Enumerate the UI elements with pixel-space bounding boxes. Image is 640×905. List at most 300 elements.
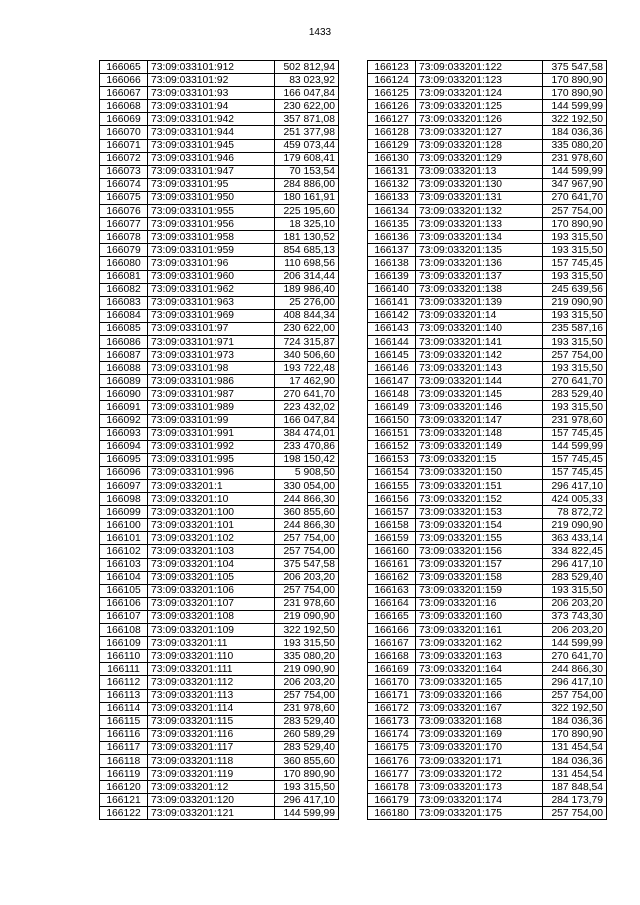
cadastral-value-cell: 223 432,02 [275,401,339,414]
row-number-cell: 166086 [100,335,148,348]
cadastral-value-cell: 257 754,00 [275,532,339,545]
table-row [368,466,607,479]
row-number-cell: 166085 [100,322,148,335]
cadastral-value-cell: 322 192,50 [275,624,339,637]
cadastral-value-cell: 144 599,99 [543,637,607,650]
cadastral-number-cell: 73:09:033201:142 [416,349,543,362]
cadastral-value-cell: 170 890,90 [543,218,607,231]
row-number-cell: 166090 [100,388,148,401]
cadastral-value-cell: 206 203,20 [543,624,607,637]
table-row [368,322,607,335]
cadastral-number-cell: 73:09:033101:996 [148,466,275,479]
cadastral-number-cell: 73:09:033201:173 [416,781,543,794]
cadastral-value-cell: 219 090,90 [543,519,607,532]
row-number-cell: 166127 [368,113,416,126]
cadastral-number-cell: 73:09:033101:971 [148,335,275,348]
table-row [368,335,607,348]
table-row [100,244,339,257]
cadastral-number-cell: 73:09:033201:125 [416,100,543,113]
cadastral-value-cell: 70 153,54 [275,165,339,178]
row-number-cell: 166113 [100,689,148,702]
cadastral-number-cell: 73:09:033201:131 [416,191,543,204]
table-row [100,493,339,506]
table-row [368,74,607,87]
cadastral-value-cell: 257 754,00 [543,349,607,362]
cadastral-value-cell: 157 745,45 [543,453,607,466]
register-table-right-body [368,61,607,820]
row-number-cell: 166170 [368,676,416,689]
table-row [100,584,339,597]
cadastral-value-cell: 373 743,30 [543,610,607,623]
table-row [368,270,607,283]
cadastral-value-cell: 170 890,90 [543,728,607,741]
row-number-cell: 166136 [368,231,416,244]
cadastral-number-cell: 73:09:033201:145 [416,388,543,401]
cadastral-value-cell: 257 754,00 [275,545,339,558]
cadastral-value-cell: 245 639,56 [543,283,607,296]
row-number-cell: 166128 [368,126,416,139]
row-number-cell: 166175 [368,741,416,754]
cadastral-value-cell: 144 599,99 [543,100,607,113]
cadastral-number-cell: 73:09:033101:942 [148,113,275,126]
row-number-cell: 166135 [368,218,416,231]
cadastral-value-cell: 251 377,98 [275,126,339,139]
table-row [100,349,339,362]
cadastral-number-cell: 73:09:033201:101 [148,519,275,532]
table-row [100,178,339,191]
cadastral-value-cell: 193 315,50 [543,401,607,414]
cadastral-value-cell: 724 315,87 [275,335,339,348]
cadastral-number-cell: 73:09:033201:155 [416,532,543,545]
cadastral-value-cell: 296 417,10 [275,794,339,807]
cadastral-number-cell: 73:09:033201:119 [148,768,275,781]
table-row [368,191,607,204]
cadastral-number-cell: 73:09:033101:956 [148,218,275,231]
table-row [368,545,607,558]
cadastral-number-cell: 73:09:033101:944 [148,126,275,139]
row-number-cell: 166102 [100,545,148,558]
table-row [368,768,607,781]
table-row [100,728,339,741]
row-number-cell: 166165 [368,610,416,623]
cadastral-value-cell: 193 315,50 [543,270,607,283]
cadastral-value-cell: 193 315,50 [275,637,339,650]
table-row [368,309,607,322]
table-row [368,610,607,623]
table-row [368,100,607,113]
cadastral-value-cell: 375 547,58 [275,558,339,571]
cadastral-value-cell: 357 871,08 [275,113,339,126]
row-number-cell: 166153 [368,453,416,466]
table-row [368,506,607,519]
cadastral-value-cell: 296 417,10 [543,480,607,493]
cadastral-number-cell: 73:09:033201:11 [148,637,275,650]
row-number-cell: 166073 [100,165,148,178]
row-number-cell: 166179 [368,794,416,807]
table-row [368,218,607,231]
table-row [100,519,339,532]
row-number-cell: 166124 [368,74,416,87]
table-row [100,637,339,650]
cadastral-number-cell: 73:09:033201:10 [148,493,275,506]
row-number-cell: 166158 [368,519,416,532]
cadastral-value-cell: 193 315,50 [543,335,607,348]
cadastral-number-cell: 73:09:033201:16 [416,597,543,610]
row-number-cell: 166167 [368,637,416,650]
cadastral-number-cell: 73:09:033201:105 [148,571,275,584]
cadastral-number-cell: 73:09:033201:14 [416,309,543,322]
table-row [100,231,339,244]
cadastral-number-cell: 73:09:033201:164 [416,663,543,676]
cadastral-value-cell: 157 745,45 [543,466,607,479]
cadastral-number-cell: 73:09:033201:128 [416,139,543,152]
row-number-cell: 166130 [368,152,416,165]
cadastral-number-cell: 73:09:033201:126 [416,113,543,126]
row-number-cell: 166164 [368,597,416,610]
row-number-cell: 166123 [368,61,416,74]
row-number-cell: 166126 [368,100,416,113]
row-number-cell: 166083 [100,296,148,309]
cadastral-number-cell: 73:09:033101:94 [148,100,275,113]
row-number-cell: 166089 [100,375,148,388]
table-row [100,74,339,87]
table-row [368,689,607,702]
table-row [100,296,339,309]
row-number-cell: 166140 [368,283,416,296]
cadastral-number-cell: 73:09:033201:113 [148,689,275,702]
row-number-cell: 166107 [100,610,148,623]
cadastral-value-cell: 17 462,90 [275,375,339,388]
cadastral-value-cell: 244 866,30 [275,493,339,506]
cadastral-number-cell: 73:09:033201:143 [416,362,543,375]
cadastral-number-cell: 73:09:033101:947 [148,165,275,178]
table-row [368,244,607,257]
cadastral-number-cell: 73:09:033101:989 [148,401,275,414]
cadastral-number-cell: 73:09:033201:149 [416,440,543,453]
cadastral-number-cell: 73:09:033201:115 [148,715,275,728]
row-number-cell: 166099 [100,506,148,519]
cadastral-number-cell: 73:09:033201:124 [416,87,543,100]
table-row [100,597,339,610]
table-row [368,152,607,165]
table-row [368,741,607,754]
row-number-cell: 166115 [100,715,148,728]
table-row [368,571,607,584]
table-row [368,650,607,663]
cadastral-value-cell: 459 073,44 [275,139,339,152]
table-row [368,676,607,689]
table-row [368,283,607,296]
table-row [368,624,607,637]
cadastral-value-cell: 360 855,60 [275,506,339,519]
cadastral-value-cell: 193 722,48 [275,362,339,375]
row-number-cell: 166144 [368,335,416,348]
table-row [368,794,607,807]
cadastral-number-cell: 73:09:033201:112 [148,676,275,689]
cadastral-number-cell: 73:09:033201:108 [148,610,275,623]
cadastral-number-cell: 73:09:033101:946 [148,152,275,165]
cadastral-value-cell: 347 967,90 [543,178,607,191]
row-number-cell: 166111 [100,663,148,676]
cadastral-value-cell: 334 822,45 [543,545,607,558]
table-row [100,205,339,218]
table-row [100,466,339,479]
row-number-cell: 166141 [368,296,416,309]
cadastral-number-cell: 73:09:033101:96 [148,257,275,270]
row-number-cell: 166169 [368,663,416,676]
row-number-cell: 166134 [368,205,416,218]
cadastral-number-cell: 73:09:033101:93 [148,87,275,100]
cadastral-value-cell: 235 587,16 [543,322,607,335]
row-number-cell: 166173 [368,715,416,728]
table-row [100,624,339,637]
row-number-cell: 166081 [100,270,148,283]
register-table-left [99,60,339,820]
cadastral-value-cell: 283 529,40 [543,571,607,584]
row-number-cell: 166104 [100,571,148,584]
cadastral-value-cell: 193 315,50 [543,231,607,244]
table-row [368,401,607,414]
row-number-cell: 166125 [368,87,416,100]
table-row [100,702,339,715]
table-row [368,702,607,715]
cadastral-number-cell: 73:09:033201:111 [148,663,275,676]
cadastral-number-cell: 73:09:033201:110 [148,650,275,663]
row-number-cell: 166156 [368,493,416,506]
table-row [100,532,339,545]
table-row [368,440,607,453]
cadastral-value-cell: 231 978,60 [275,597,339,610]
table-row [368,349,607,362]
cadastral-value-cell: 257 754,00 [543,205,607,218]
cadastral-number-cell: 73:09:033201:120 [148,794,275,807]
table-row [100,453,339,466]
table-row [368,754,607,767]
table-row [368,257,607,270]
cadastral-number-cell: 73:09:033201:153 [416,506,543,519]
row-number-cell: 166096 [100,466,148,479]
row-number-cell: 166177 [368,768,416,781]
cadastral-value-cell: 231 978,60 [275,702,339,715]
cadastral-value-cell: 184 036,36 [543,715,607,728]
row-number-cell: 166139 [368,270,416,283]
row-number-cell: 166172 [368,702,416,715]
cadastral-value-cell: 193 315,50 [543,584,607,597]
row-number-cell: 166132 [368,178,416,191]
row-number-cell: 166166 [368,624,416,637]
cadastral-number-cell: 73:09:033201:169 [416,728,543,741]
cadastral-value-cell: 184 036,36 [543,754,607,767]
cadastral-value-cell: 330 054,00 [275,480,339,493]
row-number-cell: 166105 [100,584,148,597]
cadastral-value-cell: 219 090,90 [543,296,607,309]
cadastral-number-cell: 73:09:033201:144 [416,375,543,388]
table-row [100,100,339,113]
cadastral-value-cell: 184 036,36 [543,126,607,139]
page-number: 1433 [308,27,332,38]
table-row [368,375,607,388]
row-number-cell: 166142 [368,309,416,322]
table-row [368,807,607,820]
cadastral-value-cell: 25 276,00 [275,296,339,309]
row-number-cell: 166074 [100,178,148,191]
row-number-cell: 166148 [368,388,416,401]
cadastral-number-cell: 73:09:033201:175 [416,807,543,820]
table-row [368,87,607,100]
cadastral-value-cell: 244 866,30 [275,519,339,532]
table-row [100,414,339,427]
cadastral-value-cell: 270 641,70 [543,375,607,388]
table-row [368,532,607,545]
table-row [100,689,339,702]
row-number-cell: 166146 [368,362,416,375]
cadastral-value-cell: 283 529,40 [275,741,339,754]
cadastral-number-cell: 73:09:033201:100 [148,506,275,519]
cadastral-value-cell: 219 090,90 [275,610,339,623]
cadastral-number-cell: 73:09:033201:146 [416,401,543,414]
table-row [100,61,339,74]
cadastral-value-cell: 225 195,60 [275,205,339,218]
row-number-cell: 166145 [368,349,416,362]
cadastral-number-cell: 73:09:033101:97 [148,322,275,335]
cadastral-value-cell: 5 908,50 [275,466,339,479]
cadastral-value-cell: 231 978,60 [543,152,607,165]
table-row [100,571,339,584]
row-number-cell: 166094 [100,440,148,453]
row-number-cell: 166093 [100,427,148,440]
table-row [368,663,607,676]
table-row [100,139,339,152]
cadastral-value-cell: 257 754,00 [275,689,339,702]
table-row [368,427,607,440]
cadastral-number-cell: 73:09:033201:148 [416,427,543,440]
cadastral-number-cell: 73:09:033201:15 [416,453,543,466]
cadastral-value-cell: 340 506,60 [275,349,339,362]
cadastral-value-cell: 193 315,50 [543,244,607,257]
cadastral-value-cell: 144 599,99 [543,165,607,178]
cadastral-number-cell: 73:09:033201:129 [416,152,543,165]
table-row [100,794,339,807]
cadastral-value-cell: 270 641,70 [543,191,607,204]
cadastral-number-cell: 73:09:033201:162 [416,637,543,650]
cadastral-number-cell: 73:09:033201:130 [416,178,543,191]
cadastral-number-cell: 73:09:033101:963 [148,296,275,309]
cadastral-value-cell: 206 203,20 [543,597,607,610]
cadastral-number-cell: 73:09:033201:12 [148,781,275,794]
table-row [368,519,607,532]
cadastral-number-cell: 73:09:033101:958 [148,231,275,244]
row-number-cell: 166078 [100,231,148,244]
table-row [368,388,607,401]
row-number-cell: 166066 [100,74,148,87]
table-row [100,715,339,728]
cadastral-number-cell: 73:09:033201:135 [416,244,543,257]
row-number-cell: 166084 [100,309,148,322]
table-row [368,113,607,126]
row-number-cell: 166069 [100,113,148,126]
cadastral-number-cell: 73:09:033201:134 [416,231,543,244]
cadastral-number-cell: 73:09:033201:106 [148,584,275,597]
cadastral-number-cell: 73:09:033201:159 [416,584,543,597]
row-number-cell: 166092 [100,414,148,427]
cadastral-value-cell: 131 454,54 [543,768,607,781]
row-number-cell: 166121 [100,794,148,807]
cadastral-number-cell: 73:09:033201:138 [416,283,543,296]
table-row [100,191,339,204]
cadastral-number-cell: 73:09:033101:98 [148,362,275,375]
row-number-cell: 166068 [100,100,148,113]
row-number-cell: 166082 [100,283,148,296]
table-row [100,283,339,296]
row-number-cell: 166154 [368,466,416,479]
cadastral-number-cell: 73:09:033201:137 [416,270,543,283]
cadastral-number-cell: 73:09:033201:127 [416,126,543,139]
cadastral-number-cell: 73:09:033201:171 [416,754,543,767]
cadastral-number-cell: 73:09:033201:114 [148,702,275,715]
cadastral-value-cell: 180 161,91 [275,191,339,204]
row-number-cell: 166067 [100,87,148,100]
cadastral-number-cell: 73:09:033201:103 [148,545,275,558]
row-number-cell: 166178 [368,781,416,794]
table-row [100,807,339,820]
cadastral-value-cell: 187 848,54 [543,781,607,794]
cadastral-number-cell: 73:09:033201:122 [416,61,543,74]
row-number-cell: 166071 [100,139,148,152]
cadastral-number-cell: 73:09:033101:986 [148,375,275,388]
row-number-cell: 166155 [368,480,416,493]
row-number-cell: 166070 [100,126,148,139]
table-row [100,427,339,440]
cadastral-number-cell: 73:09:033201:154 [416,519,543,532]
row-number-cell: 166101 [100,532,148,545]
cadastral-value-cell: 270 641,70 [543,650,607,663]
row-number-cell: 166133 [368,191,416,204]
table-row [368,480,607,493]
cadastral-number-cell: 73:09:033201:156 [416,545,543,558]
cadastral-value-cell: 157 745,45 [543,257,607,270]
row-number-cell: 166103 [100,558,148,571]
row-number-cell: 166077 [100,218,148,231]
table-row [100,663,339,676]
table-row [100,165,339,178]
cadastral-number-cell: 73:09:033101:912 [148,61,275,74]
row-number-cell: 166112 [100,676,148,689]
row-number-cell: 166116 [100,728,148,741]
cadastral-value-cell: 283 529,40 [275,715,339,728]
cadastral-value-cell: 360 855,60 [275,754,339,767]
cadastral-value-cell: 206 203,20 [275,571,339,584]
cadastral-value-cell: 166 047,84 [275,87,339,100]
cadastral-number-cell: 73:09:033101:969 [148,309,275,322]
row-number-cell: 166137 [368,244,416,257]
row-number-cell: 166149 [368,401,416,414]
table-row [100,558,339,571]
cadastral-value-cell: 170 890,90 [543,74,607,87]
cadastral-value-cell: 270 641,70 [275,388,339,401]
cadastral-value-cell: 206 203,20 [275,676,339,689]
table-row [368,414,607,427]
cadastral-number-cell: 73:09:033101:955 [148,205,275,218]
cadastral-number-cell: 73:09:033201:133 [416,218,543,231]
table-row [368,231,607,244]
row-number-cell: 166097 [100,480,148,493]
row-number-cell: 166117 [100,741,148,754]
cadastral-value-cell: 181 130,52 [275,231,339,244]
cadastral-value-cell: 233 470,86 [275,440,339,453]
table-row [100,322,339,335]
cadastral-number-cell: 73:09:033201:150 [416,466,543,479]
table-row [368,296,607,309]
